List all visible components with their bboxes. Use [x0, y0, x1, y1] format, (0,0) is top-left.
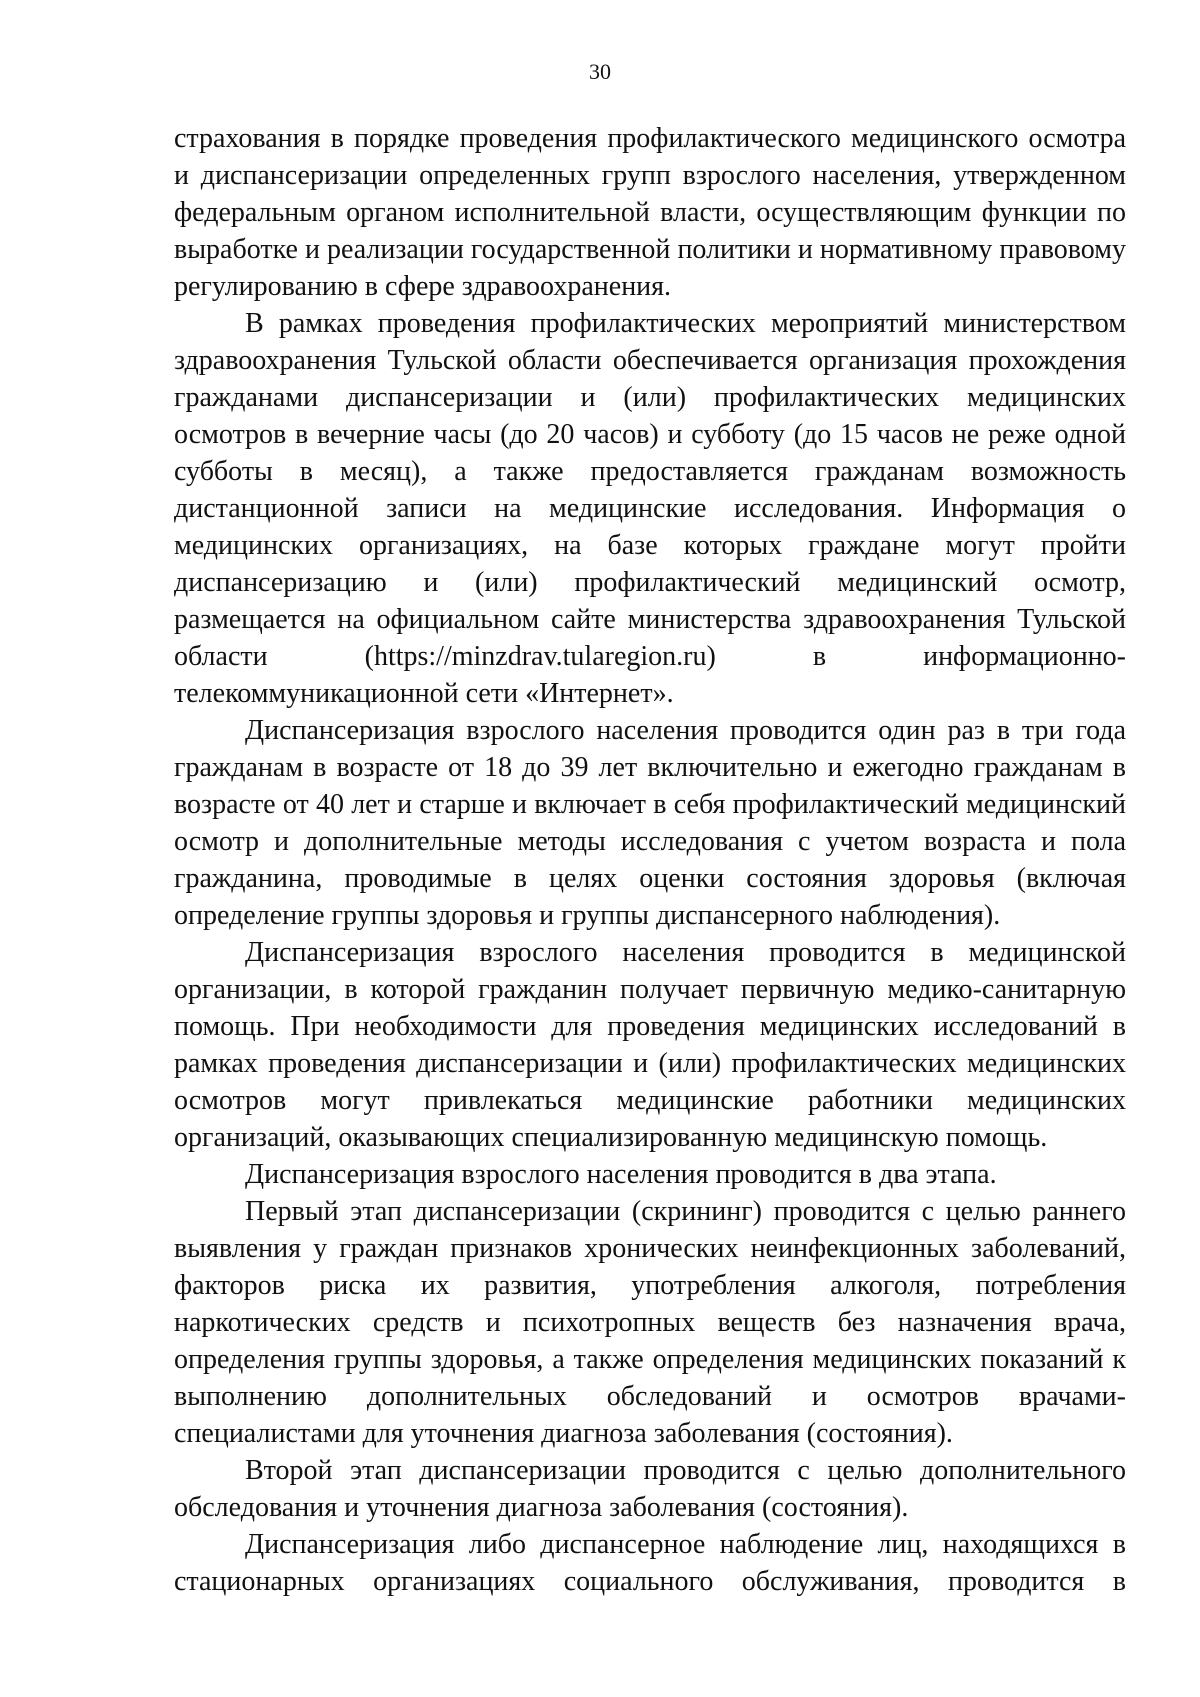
paragraph-continuation: страхования в порядке проведения профилактического медицинского осмотра и диспансеризации определенных групп взрослого населения, утвержденном федеральным органом исполнительной власти, осуществляющим функции по выработке и реализации государственной политики и нормативному правовому регулированию в сфере здравоохранения. — [174, 123, 1126, 302]
paragraph-dispensary-organization: Диспансеризация взрослого населения проводится в медицинской организации, в которой гражданин получает первичную медико-санитарную помощь. При необходимости для проведения медицинских исследований в рамках проведения диспансеризации и (или) профилактических медицинских осмотров могут привлекаться медицинские работники медицинских организаций, оказывающих специализированную медицинскую помощь. — [174, 937, 1126, 1153]
paragraph-second-stage: Второй этап диспансеризации проводится с целью дополнительного обследования и уточнения диагноза заболевания (состояния). — [174, 1455, 1126, 1523]
paragraph-first-stage: Первый этап диспансеризации (скрининг) проводится с целью раннего выявления у граждан признаков хронических неинфекционных заболеваний, факторов риска их развития, употребления алкоголя, потребления наркотических средств и психотропных веществ без назначения врача, определения группы здоровья, а также определения медицинских показаний к выполнению дополнительных обследований и осмотров врачами-специалистами для уточнения диагноза заболевания (состояния). — [174, 1196, 1126, 1449]
document-body — [174, 120, 1126, 1600]
paragraph-dispensary-frequency: Диспансеризация взрослого населения проводится один раз в три года гражданам в возрасте от 18 до 39 лет включительно и ежегодно гражданам в возрасте от 40 лет и старше и включает в себя профилактический медицинский осмотр и дополнительные методы исследования с учетом возраста и пола гражданина, проводимые в целях оценки состояния здоровья (включая определение группы здоровья и группы диспансерного наблюдения). — [174, 715, 1126, 931]
page-number: 30 — [589, 59, 611, 84]
paragraph-two-stages: Диспансеризация взрослого населения проводится в два этапа. — [245, 1159, 997, 1190]
paragraph-preventive-measures: В рамках проведения профилактических мероприятий министерством здравоохранения Тульской области обеспечивается организация прохождения гражданами диспансеризации и (или) профилактических медицинских осмотров в вечерние часы (до 20 часов) и субботу (до 15 часов не реже одной субботы в месяц), а также предоставляется гражданам возможность дистанционной записи на медицинские исследования. Информация о медицинских организациях, на базе которых граждане могут пройти диспансеризацию и (или) профилактический медицинский осмотр, размещается на официальном сайте министерства здравоохранения Тульской области (https://minzdrav.tularegion.ru) в информационно-телекоммуникационной сети «Интернет». — [174, 308, 1126, 709]
paragraph-social-service: Диспансеризация либо диспансерное наблюдение лиц, находящихся в стационарных организациях социального обслуживания, проводится в — [174, 1529, 1126, 1597]
